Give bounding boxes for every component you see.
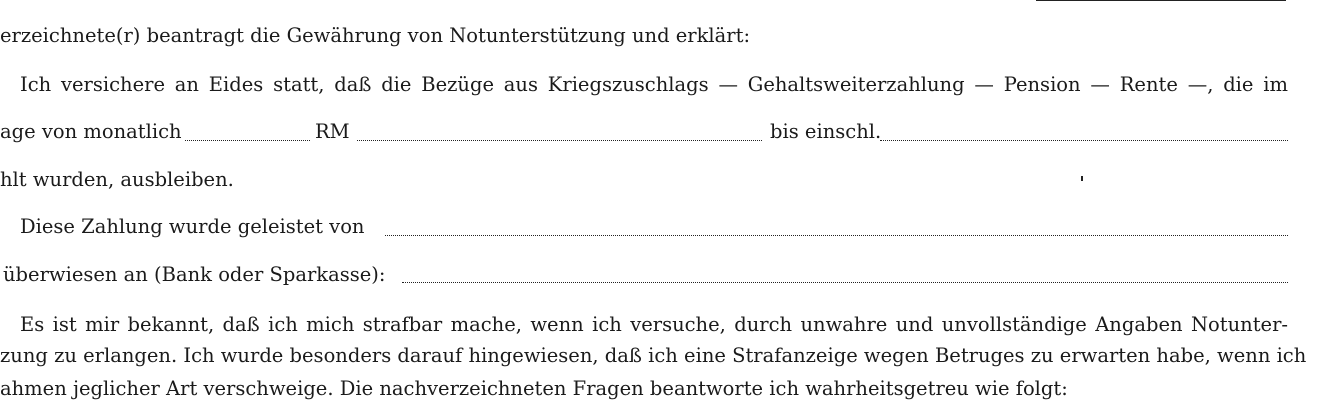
declaration-amount-label: age von monatlich: [0, 120, 182, 143]
until-date-field[interactable]: [880, 140, 1288, 141]
declaration-line-3: hlt wurden, ausbleiben.: [0, 168, 234, 191]
amount-field[interactable]: [185, 140, 310, 141]
ink-speck: [1081, 176, 1083, 181]
amount-rm-field[interactable]: [357, 140, 762, 141]
intro-line: erzeichnete(r) beantragt die Gewährung von Notunterstützung und erklärt:: [0, 24, 751, 47]
payment-source-label: Diese Zahlung wurde geleistet von: [20, 215, 365, 238]
notice-line-3: ahmen jeglicher Art verschweige. Die nachverzeichneten Fragen beantworte ich wahrheitsgetreu wie folgt:: [0, 377, 1068, 400]
top-rule: [1036, 0, 1286, 1]
notice-line-1: Es ist mir bekannt, daß ich mich strafbar mache, wenn ich versuche, durch unwahre und unvollständige Angaben Notunter-: [20, 313, 1288, 336]
payment-source-field[interactable]: [385, 235, 1288, 236]
currency-label: RM: [315, 120, 350, 143]
declaration-line-1: Ich versichere an Eides statt, daß die Bezüge aus Kriegszuschlags — Gehaltsweiterzahlung — Pension — Rente —, die im: [20, 73, 1288, 96]
until-label: bis einschl.: [770, 120, 882, 143]
transfer-bank-field[interactable]: [402, 282, 1288, 283]
notice-line-2: zung zu erlangen. Ich wurde besonders darauf hingewiesen, daß ich eine Strafanzeige wegen Betruges zu erwarten habe, wenn ich: [0, 344, 1307, 367]
transfer-bank-label: überwiesen an (Bank oder Sparkasse):: [3, 263, 386, 286]
